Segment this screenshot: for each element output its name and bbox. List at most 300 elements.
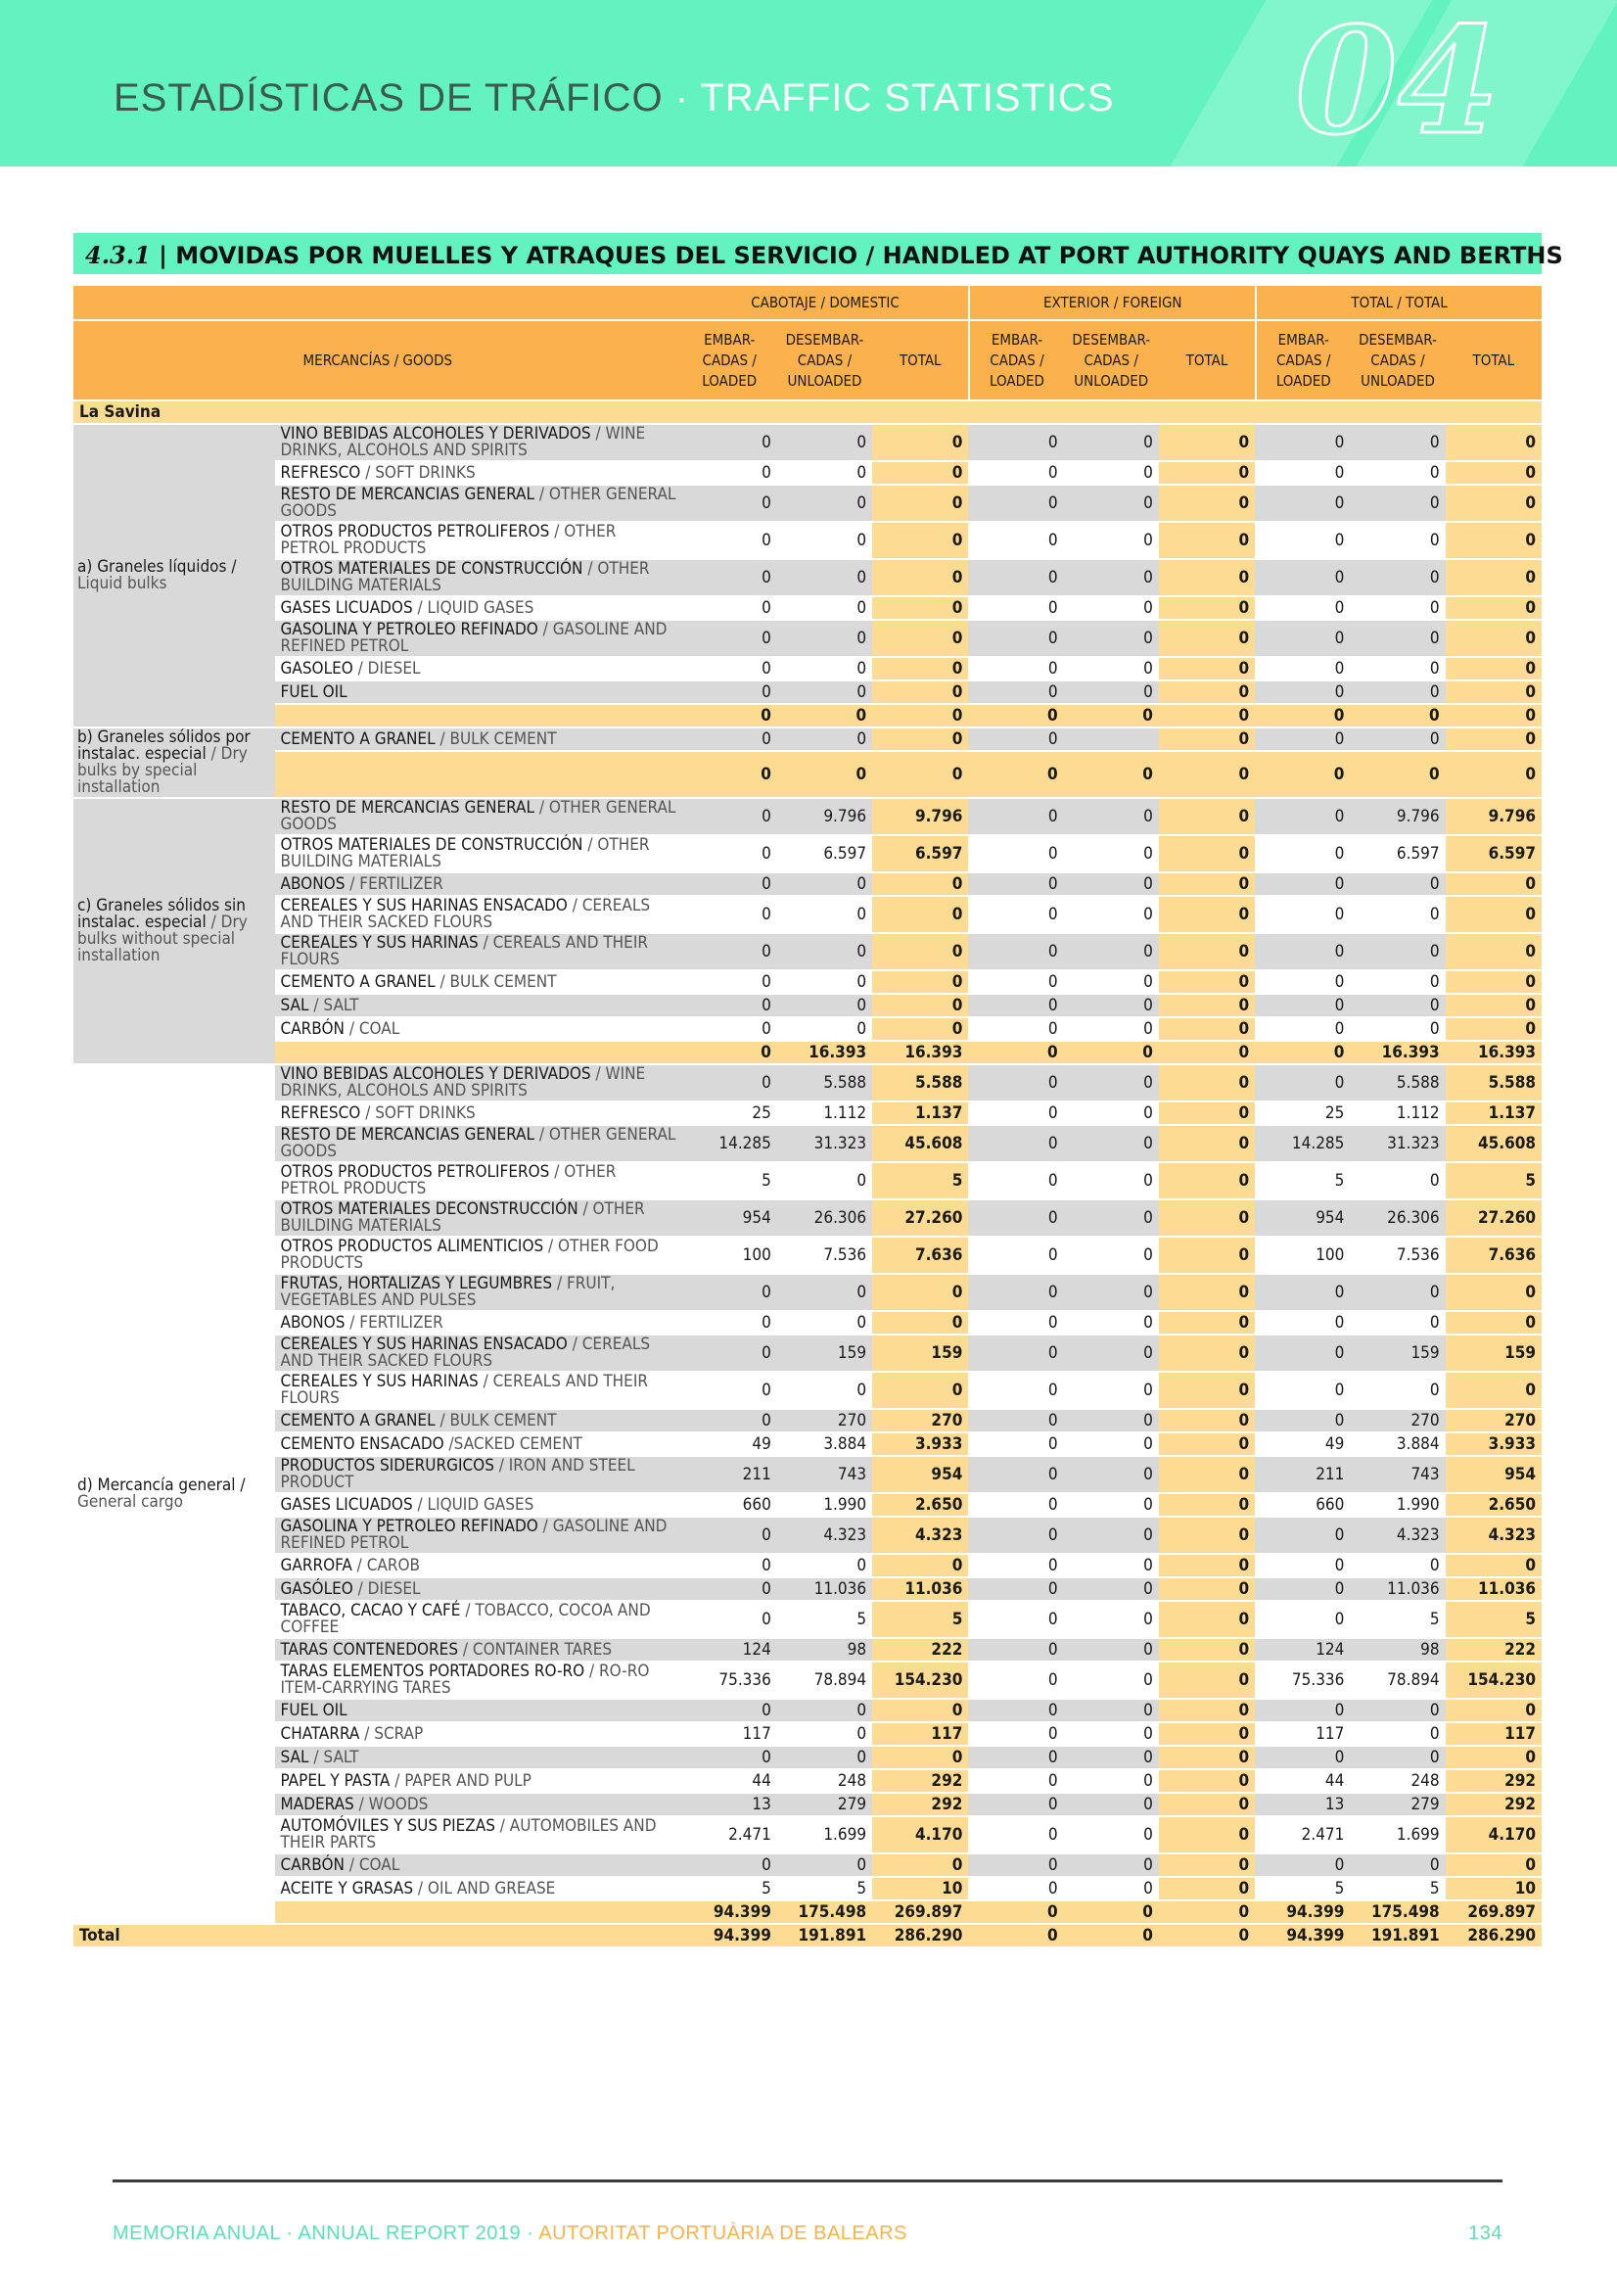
subtotal-blank [275,1042,682,1063]
value-cell: 0 [682,836,777,871]
footer-org: AUTORITAT PORTUÀRIA DE BALEARS [538,2223,907,2244]
goods-cell [275,1602,682,1637]
title-en: TRAFFIC STATISTICS [700,76,1115,119]
value-cell: 0 [1159,1854,1255,1876]
value-cell: 27.260 [872,1200,968,1236]
value-cell: 0 [968,971,1063,993]
value-cell: 0 [968,486,1063,521]
value-cell: 0 [1064,1065,1159,1101]
value-cell: 26.306 [1350,1200,1445,1236]
value-cell: 0 [1064,560,1159,595]
value-cell: 0 [1159,1373,1255,1408]
group-header-foreign: EXTERIOR / FOREIGN [968,286,1255,319]
value-cell: 0 [1255,752,1350,797]
value-cell: 0 [777,1747,872,1768]
value-cell: 0 [1350,425,1445,460]
value-cell: 0 [777,597,872,619]
value-cell: 0 [968,705,1063,726]
goods-name: VINO BEBIDAS ALCOHOLES Y DERIVADOS [280,424,591,444]
table-row [73,621,1542,656]
value-cell: 0 [1350,597,1445,619]
column-header: TOTAL [872,321,968,399]
value-cell: 0 [1255,658,1350,679]
value-cell: 0 [1064,1410,1159,1431]
value-cell: 0 [682,462,777,484]
table-row [73,1018,1542,1040]
value-cell: 0 [1446,897,1542,932]
goods-name: OTROS MATERIALES DECONSTRUCCIÓN [280,1199,578,1219]
table-row [73,1700,1542,1721]
value-cell: 0 [968,1200,1063,1236]
value-cell [1064,728,1159,750]
value-cell: 0 [1446,728,1542,750]
goods-cell [275,560,682,595]
value-cell: 0 [777,486,872,521]
value-cell: 0 [1350,971,1445,993]
goods-name-en: / BULK CEMENT [435,971,557,992]
value-cell: 1.699 [777,1817,872,1852]
value-cell: 0 [1255,705,1350,726]
value-cell: 0 [777,621,872,656]
value-cell: 0 [682,560,777,595]
value-cell: 0 [1159,1770,1255,1792]
value-cell: 0 [777,681,872,703]
goods-name-en: / OTHER BUILDING MATERIALS [280,1199,645,1236]
value-cell: 0 [1159,995,1255,1016]
value-cell: 0 [1159,1901,1255,1923]
value-cell: 0 [968,1275,1063,1310]
value-cell: 0 [1255,486,1350,521]
chapter-number: 04 [1295,0,1500,166]
value-cell: 154.230 [872,1663,968,1698]
goods-cell [275,1639,682,1661]
value-cell: 5 [682,1163,777,1198]
value-cell: 0 [1446,1373,1542,1408]
goods-name: GASOLINA Y PETROLEO REFINADO [280,1517,538,1536]
category-cell [73,799,275,1063]
value-cell: 5 [682,1878,777,1899]
goods-cell [275,1817,682,1852]
value-cell: 16.393 [1350,1042,1445,1063]
table-row [73,681,1542,703]
value-cell: 0 [968,1433,1063,1455]
table-row [73,597,1542,619]
value-cell: 0 [1350,752,1445,797]
table-row [73,523,1542,558]
value-cell: 0 [1064,1639,1159,1661]
value-cell: 0 [968,752,1063,797]
value-cell: 0 [1350,658,1445,679]
goods-name: TARAS ELEMENTOS PORTADORES RO-RO [280,1662,585,1681]
value-cell: 16.393 [777,1042,872,1063]
value-cell: 124 [1255,1639,1350,1661]
goods-name-en: / WINE DRINKS, ALCOHOLS AND SPIRITS [280,424,646,460]
value-cell: 0 [1064,1312,1159,1334]
value-cell: 1.112 [777,1102,872,1124]
value-cell: 269.897 [1446,1901,1542,1923]
value-cell: 0 [1064,1794,1159,1815]
value-cell: 0 [1446,873,1542,895]
goods-name-en: / SALT [308,1747,359,1767]
value-cell: 0 [682,1602,777,1637]
value-cell: 0 [1064,1102,1159,1124]
value-cell: 0 [777,560,872,595]
goods-cell [275,523,682,558]
goods-name: CARBÓN [280,1018,345,1039]
goods-cell [275,799,682,834]
value-cell: 0 [872,1018,968,1040]
table-row [73,462,1542,484]
value-cell: 0 [1350,1723,1445,1745]
goods-name: OTROS PRODUCTOS PETROLIFEROS [280,522,550,541]
table-row [73,728,1542,750]
value-cell: 0 [968,1518,1063,1553]
value-cell: 0 [777,971,872,993]
goods-name: VINO BEBIDAS ALCOHOLES Y DERIVADOS [280,1064,591,1084]
category-label: c) Graneles sólidos sin instalac. especial [77,896,246,932]
goods-name: TABACO, CACAO Y CAFÉ [280,1601,461,1620]
value-cell: 3.933 [1446,1433,1542,1455]
value-cell: 14.285 [1255,1126,1350,1161]
value-cell: 1.990 [1350,1494,1445,1516]
value-cell: 0 [1255,1335,1350,1371]
goods-cell [275,1770,682,1792]
goods-name: FRUTAS, HORTALIZAS Y LEGUMBRES [280,1274,553,1293]
column-header: DESEMBAR-CADAS / UNLOADED [777,321,872,399]
value-cell: 9.796 [1350,799,1445,834]
value-cell: 154.230 [1446,1663,1542,1698]
table-row [73,934,1542,969]
value-cell: 0 [1255,1275,1350,1310]
value-cell: 0 [872,1747,968,1768]
value-cell: 14.285 [682,1126,777,1161]
value-cell: 0 [1159,1723,1255,1745]
goods-cell [275,1878,682,1899]
value-cell: 279 [1350,1794,1445,1815]
goods-cell [275,1335,682,1371]
value-cell: 0 [1446,523,1542,558]
value-cell: 0 [1255,1410,1350,1431]
goods-name: CEMENTO A GRANEL [280,971,436,992]
value-cell: 0 [1255,1373,1350,1408]
value-cell: 0 [1255,425,1350,460]
port-name: La Savina [73,401,1542,423]
value-cell: 117 [1255,1723,1350,1745]
value-cell: 954 [1446,1457,1542,1492]
value-cell: 0 [872,658,968,679]
value-cell: 25 [682,1102,777,1124]
goods-cell [275,462,682,484]
goods-name-en: / OTHER FOOD PRODUCTS [280,1237,659,1273]
value-cell: 13 [682,1794,777,1815]
value-cell: 0 [1064,658,1159,679]
value-cell: 0 [968,1854,1063,1876]
value-cell: 6.597 [1350,836,1445,871]
goods-name: RESTO DE MERCANCIAS GENERAL [280,1125,535,1145]
goods-name: REFRESCO [280,1102,361,1123]
value-cell: 0 [682,1275,777,1310]
goods-cell [275,425,682,460]
value-cell: 0 [1064,836,1159,871]
value-cell: 0 [872,1700,968,1721]
goods-name: CEMENTO A GRANEL [280,1410,436,1430]
value-cell: 0 [1064,934,1159,969]
value-cell: 0 [968,658,1063,679]
value-cell: 0 [1159,934,1255,969]
value-cell: 0 [968,1747,1063,1768]
value-cell: 0 [682,1335,777,1371]
value-cell: 0 [1159,1433,1255,1455]
value-cell: 0 [968,1373,1063,1408]
subtotal-blank [275,752,682,797]
value-cell: 0 [968,462,1063,484]
goods-name: TARAS CONTENEDORES [280,1639,459,1660]
value-cell: 0 [1064,1700,1159,1721]
value-cell: 0 [968,1794,1063,1815]
value-cell: 743 [777,1457,872,1492]
value-cell: 0 [1064,1018,1159,1040]
goods-name-en: / WOODS [353,1794,429,1814]
value-cell: 7.636 [872,1238,968,1273]
total-row [73,1925,1542,1946]
goods-name: CEREALES Y SUS HARINAS ENSACADO [280,1335,568,1354]
value-cell: 0 [682,1373,777,1408]
value-cell: 6.597 [1446,836,1542,871]
value-cell: 0 [682,425,777,460]
goods-cell [275,971,682,993]
value-cell: 0 [777,425,872,460]
value-cell: 0 [682,1312,777,1334]
goods-header: MERCANCÍAS / GOODS [73,321,682,399]
value-cell: 3.884 [1350,1433,1445,1455]
value-cell: 0 [1064,1042,1159,1063]
value-cell: 0 [777,873,872,895]
value-cell: 0 [1159,752,1255,797]
value-cell: 0 [1255,621,1350,656]
value-cell: 100 [1255,1238,1350,1273]
goods-name-en: / LIQUID GASES [412,1494,534,1515]
value-cell: 0 [682,597,777,619]
table-row [73,1163,1542,1198]
value-cell: 0 [777,1018,872,1040]
total-value: 286.290 [872,1925,968,1946]
value-cell: 0 [682,1555,777,1576]
traffic-statistics-table [73,284,1542,1948]
column-header: TOTAL [1159,321,1255,399]
value-cell: 0 [1064,1663,1159,1698]
goods-cell [275,597,682,619]
table-row [73,1238,1542,1273]
value-cell: 75.336 [1255,1663,1350,1698]
goods-cell [275,1312,682,1334]
value-cell: 117 [872,1723,968,1745]
value-cell: 292 [1446,1794,1542,1815]
value-cell: 0 [968,621,1063,656]
value-cell: 0 [968,560,1063,595]
value-cell: 31.323 [777,1126,872,1161]
goods-cell [275,1663,682,1698]
value-cell: 4.323 [1446,1518,1542,1553]
value-cell: 0 [872,1555,968,1576]
value-cell: 0 [1350,897,1445,932]
value-cell: 0 [1446,425,1542,460]
value-cell: 11.036 [872,1578,968,1600]
value-cell: 0 [682,658,777,679]
value-cell: 117 [1446,1723,1542,1745]
section-title-text: | MOVIDAS POR MUELLES Y ATRAQUES DEL SERVICIO / HANDLED AT PORT AUTHORITY QUAYS AND BERTHS [150,242,1563,269]
total-value: 0 [968,1925,1063,1946]
column-header: EMBAR-CADAS / LOADED [682,321,777,399]
goods-name: CHATARRA [280,1723,360,1744]
value-cell: 0 [1159,1335,1255,1371]
goods-name: CEREALES Y SUS HARINAS [280,933,479,953]
value-cell: 16.393 [872,1042,968,1063]
category-cell [73,425,275,726]
value-cell: 0 [682,486,777,521]
value-cell: 0 [1350,1747,1445,1768]
value-cell: 78.894 [1350,1663,1445,1698]
value-cell: 11.036 [1350,1578,1445,1600]
value-cell: 159 [777,1335,872,1371]
value-cell: 0 [1446,486,1542,521]
value-cell: 0 [968,1335,1063,1371]
value-cell: 0 [682,873,777,895]
value-cell: 0 [1064,621,1159,656]
category-label: b) Graneles sólidos por instalac. especial [77,727,251,764]
value-cell: 1.990 [777,1494,872,1516]
value-cell: 124 [682,1639,777,1661]
table-row [73,1578,1542,1600]
value-cell: 0 [777,1555,872,1576]
goods-name-en: / OTHER BUILDING MATERIALS [280,835,650,871]
value-cell: 0 [1064,873,1159,895]
value-cell: 49 [682,1433,777,1455]
goods-cell [275,1373,682,1408]
value-cell: 5.588 [1446,1065,1542,1101]
value-cell: 0 [1064,1335,1159,1371]
goods-name: OTROS MATERIALES DE CONSTRUCCIÓN [280,835,583,855]
port-row [73,401,1542,423]
group-header-total: TOTAL / TOTAL [1255,286,1542,319]
value-cell: 100 [682,1238,777,1273]
goods-cell [275,1102,682,1124]
goods-name-en: / DIESEL [352,1578,421,1599]
value-cell: 0 [1350,1275,1445,1310]
goods-name: PRODUCTOS SIDERURGICOS [280,1456,494,1476]
value-cell: 0 [1350,1555,1445,1576]
value-cell: 0 [682,1042,777,1063]
value-cell: 0 [682,971,777,993]
value-cell: 0 [1255,1018,1350,1040]
value-cell: 45.608 [1446,1126,1542,1161]
goods-name: AUTOMÓVILES Y SUS PIEZAS [280,1816,495,1836]
goods-name-en: /SACKED CEMENT [443,1433,582,1454]
value-cell: 0 [1159,1639,1255,1661]
goods-name-en: / SOFT DRINKS [360,1102,476,1123]
value-cell: 0 [872,597,968,619]
goods-name-en: / FERTILIZER [345,873,443,894]
value-cell: 5.588 [777,1065,872,1101]
value-cell: 270 [777,1410,872,1431]
value-cell: 0 [1159,1602,1255,1637]
value-cell: 0 [1064,1457,1159,1492]
value-cell: 0 [1255,1854,1350,1876]
category-cell [73,1065,275,1923]
value-cell: 0 [968,1494,1063,1516]
goods-name-en: / PAPER AND PULP [390,1770,531,1791]
total-value: 191.891 [1350,1925,1445,1946]
value-cell: 0 [1064,425,1159,460]
category-cell [73,728,275,797]
value-cell: 0 [777,1163,872,1198]
category-label-en: General cargo [77,1492,183,1512]
value-cell: 0 [872,462,968,484]
value-cell: 0 [1446,1312,1542,1334]
value-cell: 5 [1350,1878,1445,1899]
value-cell: 0 [1064,1373,1159,1408]
value-cell: 0 [682,523,777,558]
goods-name: CEMENTO ENSACADO [280,1433,444,1454]
value-cell: 0 [968,836,1063,871]
value-cell: 6.597 [872,836,968,871]
goods-name-en: / SALT [308,995,359,1015]
value-cell: 7.636 [1446,1238,1542,1273]
value-cell: 0 [1064,1433,1159,1455]
table-row [73,658,1542,679]
value-cell: 98 [777,1639,872,1661]
value-cell: 0 [1159,621,1255,656]
value-cell: 0 [682,1018,777,1040]
value-cell: 0 [968,1555,1063,1576]
table-row [73,1723,1542,1745]
value-cell: 0 [872,425,968,460]
table-row [73,1335,1542,1371]
value-cell: 0 [1159,1275,1255,1310]
value-cell: 175.498 [1350,1901,1445,1923]
goods-name-en: / CAROB [351,1555,420,1575]
subtotal-row [73,752,1542,797]
value-cell: 0 [1255,462,1350,484]
value-cell: 0 [968,681,1063,703]
value-cell: 0 [1159,1410,1255,1431]
value-cell: 0 [1064,752,1159,797]
value-cell: 5 [777,1602,872,1637]
value-cell: 3.884 [777,1433,872,1455]
value-cell: 0 [1350,1373,1445,1408]
value-cell: 0 [872,1373,968,1408]
column-header: DESEMBAR-CADAS / UNLOADED [1350,321,1445,399]
value-cell: 0 [968,1901,1063,1923]
value-cell: 0 [682,1578,777,1600]
value-cell: 0 [777,462,872,484]
value-cell: 0 [682,728,777,750]
value-cell: 211 [1255,1457,1350,1492]
value-cell: 6.597 [777,836,872,871]
value-cell: 0 [1064,1494,1159,1516]
category-label: a) Graneles líquidos / [77,557,237,577]
value-cell: 0 [1064,1238,1159,1273]
value-cell: 0 [682,1747,777,1768]
value-cell: 0 [1446,462,1542,484]
goods-cell [275,728,682,750]
value-cell: 0 [1255,836,1350,871]
value-cell: 0 [682,1065,777,1101]
page-title [114,76,1115,120]
table-row [73,1817,1542,1852]
value-cell: 0 [1255,1312,1350,1334]
value-cell: 0 [1255,799,1350,834]
value-cell: 0 [1159,597,1255,619]
